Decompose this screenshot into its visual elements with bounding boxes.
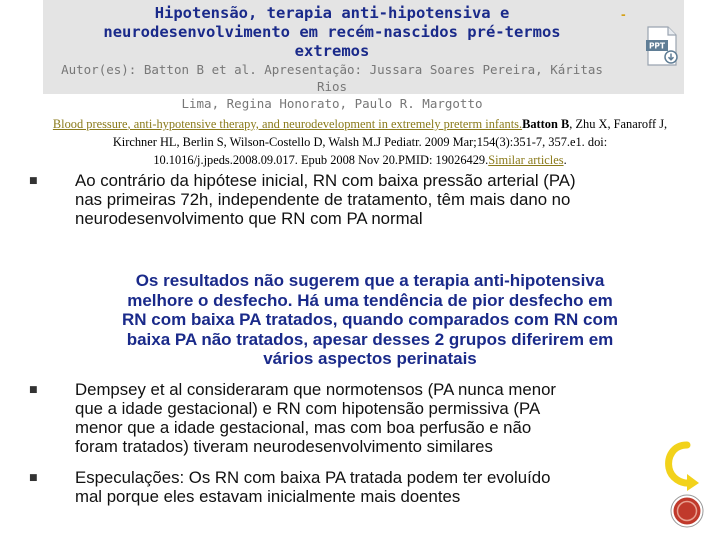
conclusion-line: baixa PA não tratados, apesar desses 2 grupos diferirem em [126,329,614,349]
conclusion-line: vários aspectos perinatais [263,349,477,368]
citation-line-2: Kirchner HL, Berlin S, Wilson-Costello D, Walsh M.J Pediatr. 2009 Mar;154(3):351-7, 357.e1. doi: [112,135,608,149]
bullet-marker: ■ [29,385,38,395]
conclusion-line: Os resultados não sugerem que a terapia anti-hipotensiva [135,271,605,290]
conclusion-line: melhore o desfecho. Há uma tendência de pior desfecho em [127,290,613,310]
bullet-text [75,171,685,228]
bullet-line: nas primeiras 72h, independente de tratamento, têm mais dano no [75,190,571,209]
citation-link-title[interactable]: , anti-hypotensive therapy, and neurodevelopment in extremely preterm infants. [127,117,523,131]
citation-authors-rest: , Zhu X, Fanaroff J, [569,117,668,131]
bullet-text [75,468,685,506]
return-arrow-icon[interactable] [663,440,703,492]
bullet-line: Especulações: Os RN com baixa PA tratada podem ter evoluído [75,468,551,487]
bullet-line: Ao contrário da hipótese inicial, RN com baixa pressão arterial (PA) [75,171,576,190]
bullet-line: menor que a idade gestacional, mas com boa perfusão e não [75,418,532,437]
citation-block [4,115,716,169]
title-line: Hipotensão, terapia anti-hipotensiva e [154,4,510,22]
ppt-icon-label: PPT [648,41,666,51]
authors-line: Autor(es): Batton B et al. Apresentação: Jussara Soares Pereira, Káritas Rios [61,62,603,94]
citation-doi: 10.1016/j.jpeds.2008.09.017. Epub 2008 Nov 20.PMID: 19026429. [153,153,489,167]
citation-trailing-dot: . [563,153,567,167]
bullet-text [75,380,685,456]
citation-line-1 [4,115,716,133]
citation-line-3 [4,151,716,169]
bullet-line: que a idade gestacional) e RN com hipotensão permissiva (PA [75,399,541,418]
conclusion-line: RN com baixa PA tratados, quando comparados com RN com [122,310,618,329]
bullet-marker: ■ [29,176,38,186]
header-dash: - [621,6,626,22]
nav-circle-button-icon[interactable] [670,494,704,528]
authors-line: Lima, Regina Honorato, Paulo R. Margotto [181,96,483,111]
conclusion-paragraph [70,271,670,369]
authors-text [52,61,612,112]
slide-title [52,4,612,61]
title-line: extremos [294,42,370,60]
bullet-marker: ■ [29,473,38,483]
similar-articles-link[interactable]: Similar articles [488,153,564,167]
bullet-line: mal porque eles estavam inicialmente mais doentes [75,487,461,506]
title-line: neurodesenvolvimento em recém-nascidos pré-termos [103,23,561,41]
citation-link-blood-pressure[interactable]: Blood pressure [52,117,128,131]
bullet-line: neurodesenvolvimento que RN com PA normal [75,209,423,228]
bullet-line: Dempsey et al consideraram que normotensos (PA nunca menor [75,380,556,399]
bullet-line: foram tratados) tiveram neurodesenvolvimento similares [75,437,493,456]
citation-first-author: Batton B [522,117,570,131]
ppt-file-icon[interactable] [644,26,682,66]
